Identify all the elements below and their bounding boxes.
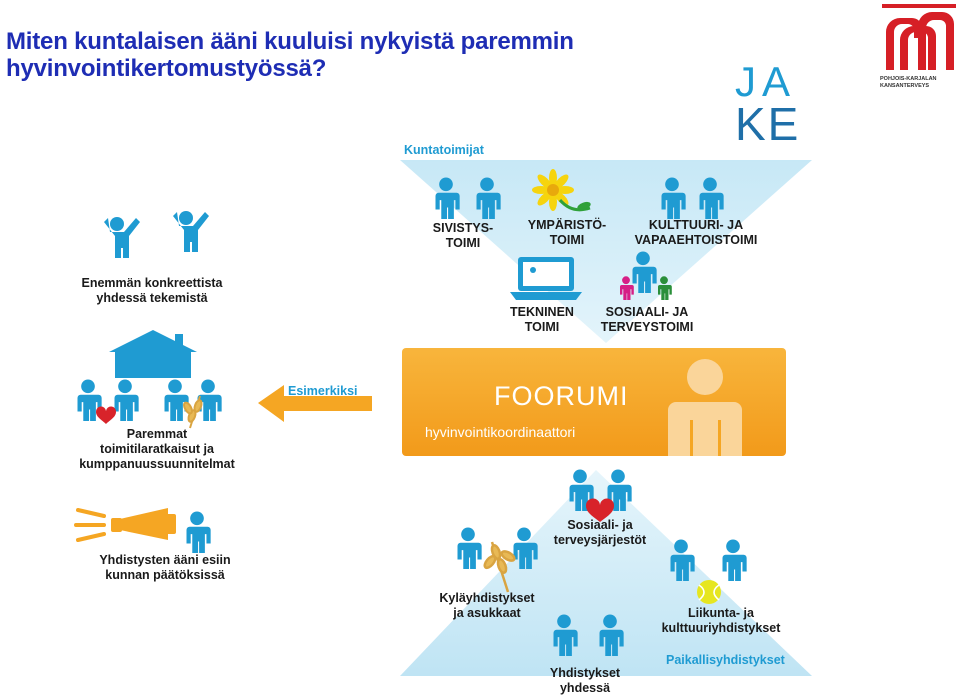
culture-label-line2: VAPAAEHTOISTOIMI [634,233,758,247]
logo-caption-line1: POHJOIS-KARJALAN [880,76,937,82]
environment-label [515,218,619,248]
ball-icon [697,580,721,604]
education-label-line2: TOIMI [445,236,481,250]
education-label [421,221,505,251]
joint-assoc-line2: yhdessä [559,681,611,695]
logo-caption-line2: KANSANTERVEYS [880,83,930,89]
facilities-line2: toimitilaratkaisut ja [100,442,214,456]
house-icon [109,330,197,378]
speaker-person-icon [187,512,211,553]
local-associations-title: Paikallisyhdistykset [666,653,785,667]
village-assoc-line1: Kyläyhdistykset [439,591,535,605]
joint-assoc-label [530,666,640,696]
social-health-label [586,305,708,335]
sports-people-icon [671,540,747,581]
environment-label-line2: TOIMI [549,233,585,247]
social-health-label-line2: TERVEYSTOIMI [600,320,694,334]
associations-voice-label [60,553,270,583]
municipal-actors-title: Kuntatoimijat [404,143,484,157]
heart-icon [96,406,116,424]
technical-label-line2: TOIMI [524,320,560,334]
facilities-label [40,427,274,472]
health-orgs-label [535,518,665,548]
jake-logo-line2: KE [735,98,801,150]
concrete-activities-label [40,276,264,306]
page-title-line1: Miten kuntalaisen ääni kuuluisi nykyistä paremmin [6,28,574,55]
arrow-label: Esimerkiksi [288,384,358,398]
social-health-label-line1: SOSIAALI- JA [605,305,689,319]
forum-title: FOORUMI [494,381,629,411]
culture-label [620,218,772,248]
environment-label-line1: YMPÄRISTÖ- [527,218,607,232]
sports-culture-label [640,606,802,636]
technical-label-line1: TEKNINEN [510,305,574,319]
health-orgs-line2: terveysjärjestöt [553,533,647,547]
facilities-line3: kumppanuussuunnitelmat [79,457,235,471]
children-icon [104,211,209,258]
technical-label [500,305,584,335]
health-orgs-line1: Sosiaali- ja [567,518,633,532]
associations-voice-line1: Yhdistysten ääni esiin [99,553,231,567]
organization-logo [882,4,956,74]
jake-logo-line1: JA [735,58,797,105]
facilities-line1: Paremmat [126,427,188,441]
page-title [6,28,574,82]
associations-voice-line2: kunnan päätöksissä [105,568,225,582]
laptop-icon [510,257,582,300]
culture-label-line1: KULTTUURI- JA [648,218,744,232]
jake-logo [735,58,801,150]
village-assoc-line2: ja asukkaat [453,606,521,620]
joint-assoc-line1: Yhdistykset [549,666,621,680]
logo-caption [880,76,956,90]
village-assoc-label [432,591,542,621]
education-label-line1: SIVISTYS- [432,221,494,235]
concrete-activities-line2: yhdessä tekemistä [96,291,208,305]
forum-subtitle: hyvinvointikoordinaattori [425,424,576,440]
page-title-line2: hyvinvointikertomustyössä? [6,55,327,82]
concrete-activities-line1: Enemmän konkreettista [81,276,223,290]
megaphone-icon [76,508,176,540]
sports-culture-line2: kulttuuriyhdistykset [661,621,781,635]
sports-culture-line1: Liikunta- ja [688,606,754,620]
